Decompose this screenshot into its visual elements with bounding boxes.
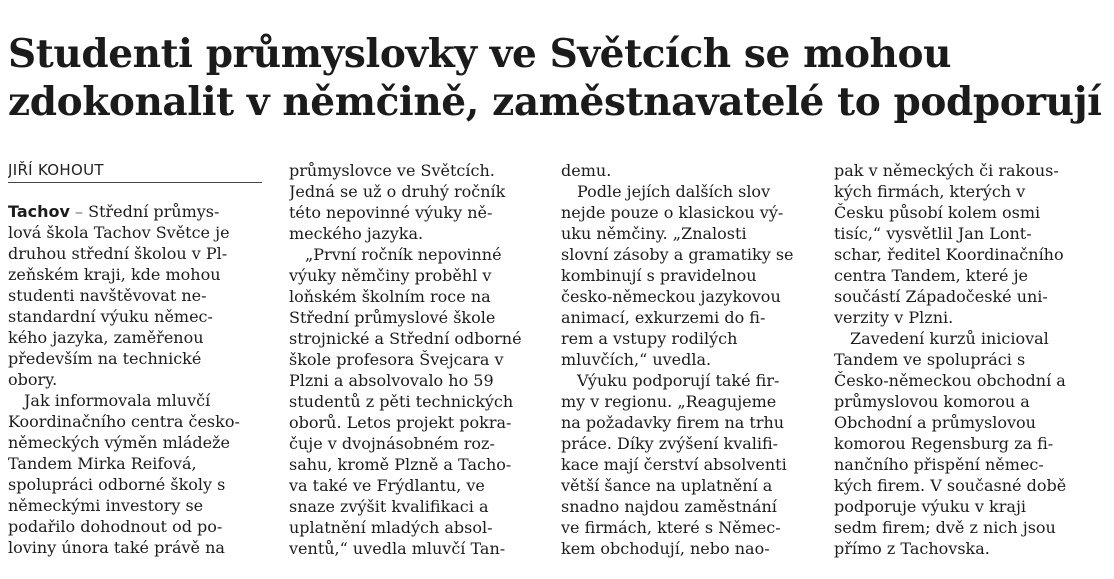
article-line: kých firmách, kterých v bbox=[834, 182, 1026, 201]
article-line: sahu, kromě Plzně a Tacho- bbox=[289, 455, 512, 474]
article-line: Výuku podporují také fir- bbox=[577, 371, 780, 390]
article-line: Česko-německou obchodní a bbox=[834, 371, 1066, 390]
article-line: kého jazyka, zaměřenou bbox=[8, 328, 204, 347]
article-line: va také ve Frýdlantu, ve bbox=[289, 476, 485, 495]
article-line: přímo z Tachovska. bbox=[834, 539, 990, 558]
article-line: studentů z pěti technických bbox=[289, 392, 514, 411]
article-line: česko-německou jazykovou bbox=[561, 287, 781, 306]
article-line: na požadavky firem na trhu bbox=[561, 413, 785, 432]
article-line: standardní výuku němec- bbox=[8, 307, 213, 326]
article-line: škole profesora Švejcara v bbox=[289, 350, 504, 369]
article-line: centra Tandem, které je bbox=[834, 266, 1028, 285]
article-line: průmyslovou komorou a bbox=[834, 392, 1030, 411]
article-line: snaze zvýšit kvalifikaci a bbox=[289, 497, 489, 516]
article-line: ventů,“ uvedla mluvčí Tan- bbox=[289, 539, 506, 558]
article-line: druhou střední školou v Pl- bbox=[8, 244, 228, 263]
article-line: mluvčích,“ uvedla. bbox=[561, 350, 712, 369]
article-line: kace mají čerství absolventi bbox=[561, 455, 787, 474]
article-line: podařilo dohodnout od po- bbox=[8, 517, 223, 536]
headline-line-1: Studenti průmyslovky ve Světcích se mohou bbox=[8, 31, 952, 77]
article-line: meckého jazyka. bbox=[289, 224, 424, 243]
article-column-3 bbox=[561, 160, 823, 570]
article-line: demu. bbox=[561, 161, 612, 180]
article-line: verzity v Plzni. bbox=[834, 308, 954, 327]
article-line: větší šance na uplatnění a bbox=[561, 476, 773, 495]
article-line: loviny února také právě na bbox=[8, 538, 225, 557]
article-line bbox=[8, 201, 270, 222]
article-line: oborů. Letos projekt pokra- bbox=[289, 413, 512, 432]
article-line: Koordinačního centra česko- bbox=[8, 412, 240, 431]
article-line: uku němčiny. „Znalosti bbox=[561, 224, 747, 243]
article-line: pak v německých či rakous- bbox=[834, 161, 1059, 180]
article-line: především na technické bbox=[8, 349, 202, 368]
headline-line-2: zdokonalit v němčině, zaměstnavatelé to podporují bbox=[8, 79, 1102, 125]
headline bbox=[8, 30, 1106, 126]
article-line: průmyslovce ve Světcích. bbox=[289, 161, 495, 180]
article-line: Tandem Mirka Reifová, bbox=[8, 454, 197, 473]
article-line: Obchodní a průmyslovou bbox=[834, 413, 1036, 432]
article-line: německými investory se bbox=[8, 496, 204, 515]
article-line: kem obchodují, nebo nao- bbox=[561, 539, 770, 558]
article-line: Plzni a absolvovalo ho 59 bbox=[289, 371, 494, 390]
article-line: nančního přispění němec- bbox=[834, 455, 1044, 474]
dateline-dash: – bbox=[75, 202, 84, 221]
article-line: Střední průmyslové škole bbox=[289, 308, 496, 327]
article-line: tisíc,“ vysvětlil Jan Lont- bbox=[834, 224, 1032, 243]
article-column-4 bbox=[834, 160, 1096, 570]
article-line: Tandem ve spolupráci s bbox=[834, 350, 1026, 369]
article-line: Jak informovala mluvčí bbox=[24, 391, 211, 410]
article-line: sedm firem; dvě z nich jsou bbox=[834, 518, 1056, 537]
article-column-1 bbox=[8, 160, 270, 570]
article-line: studenti navštěvovat ne- bbox=[8, 286, 207, 305]
dateline: Tachov bbox=[8, 202, 70, 221]
article-line-text: Střední průmys- bbox=[83, 202, 220, 221]
article-line: výuky němčiny proběhl v bbox=[289, 266, 492, 285]
article-line: Zavedení kurzů inicioval bbox=[850, 329, 1049, 348]
article-line: ve firmách, které s Němec- bbox=[561, 518, 781, 537]
article-line: lová škola Tachov Světce je bbox=[8, 223, 230, 242]
article-line: nejde pouze o klasickou vý- bbox=[561, 203, 784, 222]
article-line: snadno najdou zaměstnání bbox=[561, 497, 777, 516]
article-line: rem a vstupy rodilých bbox=[561, 329, 738, 348]
article-line: slovní zásoby a gramatiky se bbox=[561, 245, 794, 264]
article-line: spolupráci odborné školy s bbox=[8, 475, 226, 494]
article-line: schar, ředitel Koordinačního bbox=[834, 245, 1064, 264]
article-line: kých firem. V současné době bbox=[834, 476, 1067, 495]
article-line: obory. bbox=[8, 370, 58, 389]
article-line: Česku působí kolem osmi bbox=[834, 203, 1041, 222]
article-line: podporuje výuku v kraji bbox=[834, 497, 1027, 516]
article-line: my v regionu. „Reagujeme bbox=[561, 392, 777, 411]
article-line: strojnické a Střední odborné bbox=[289, 329, 522, 348]
article-line: loňském školním roce na bbox=[289, 287, 491, 306]
article-line: Jedná se už o druhý ročník bbox=[289, 182, 506, 201]
article-line: práce. Díky zvýšení kvalifi- bbox=[561, 434, 779, 453]
article-line: součástí Západočeské uni- bbox=[834, 287, 1048, 306]
article-column-2 bbox=[289, 160, 551, 570]
article-line: animací, exkurzemi do fi- bbox=[561, 308, 766, 327]
article-line: kombinují s pravidelnou bbox=[561, 266, 757, 285]
article-line: této nepovinné výuky ně- bbox=[289, 203, 493, 222]
article-line: uplatnění mladých absol- bbox=[289, 518, 493, 537]
article-line: zeňském kraji, kde mohou bbox=[8, 265, 221, 284]
article-line: „První ročník nepovinné bbox=[305, 245, 502, 264]
article-line: komorou Regensburg za fi- bbox=[834, 434, 1054, 453]
article-line: Podle jejích dalších slov bbox=[577, 182, 771, 201]
article-line: německých výměn mládeže bbox=[8, 433, 231, 452]
article-line: čuje v dvojnásobném roz- bbox=[289, 434, 495, 453]
byline: JIŘÍ KOHOUT bbox=[8, 160, 262, 183]
